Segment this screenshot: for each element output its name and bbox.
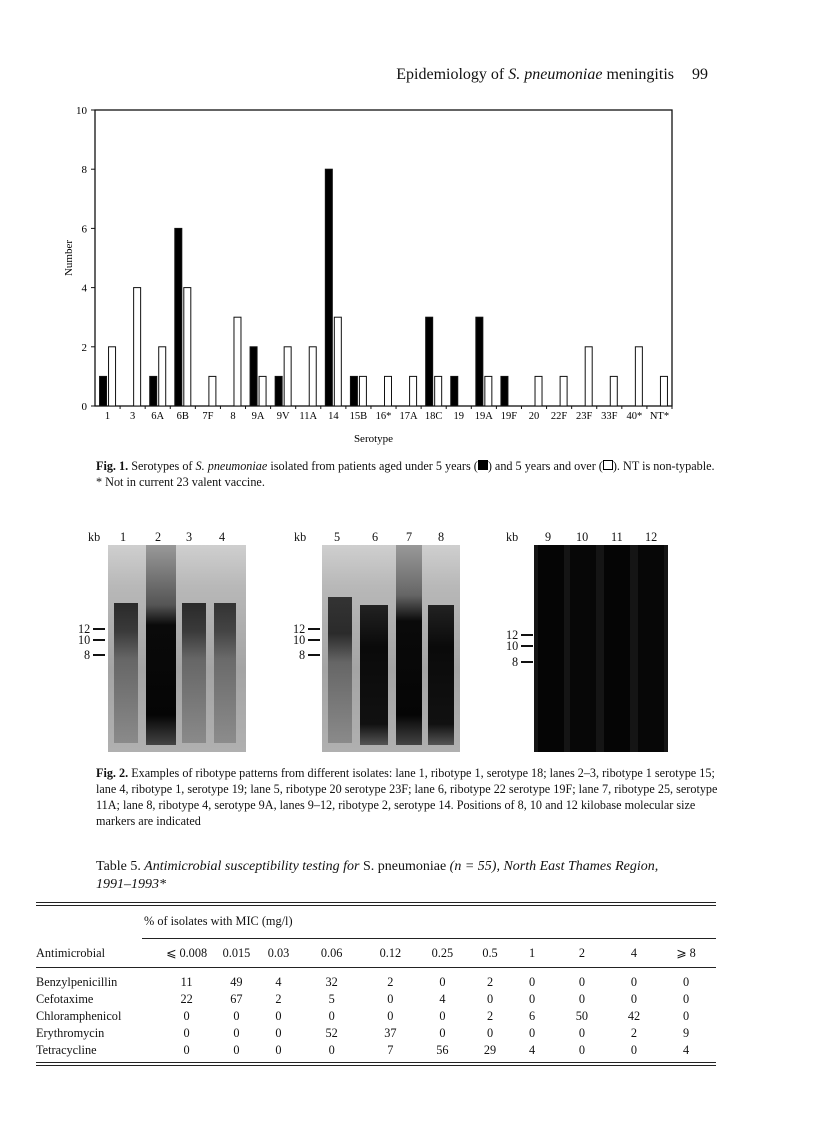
bar-under-5 <box>350 376 357 406</box>
column-header-mic: 0.06 <box>300 940 364 968</box>
table5-caption-5: = 55), North East Thames Region, <box>461 859 659 874</box>
bar-5-and-over <box>259 376 266 406</box>
table-cell: 0 <box>328 1009 335 1023</box>
marker-tick <box>308 628 320 630</box>
gel-c-lane-9: 9 <box>545 530 552 544</box>
table-cell: 0 <box>183 1043 190 1057</box>
table-cell: 2 <box>630 1026 638 1040</box>
y-tick-label: 8 <box>81 164 87 177</box>
gel-b-lane-7: 7 <box>406 530 413 544</box>
gel-c-kb-label: kb <box>506 530 519 544</box>
y-tick-label: 2 <box>81 341 87 354</box>
gel-c-marker-12: 12 <box>506 628 519 642</box>
table-cell: 2 <box>275 992 282 1006</box>
gel-a-lane-2: 2 <box>155 530 162 544</box>
x-tick-label: 20 <box>528 411 540 422</box>
table-cell: 37 <box>384 1026 397 1040</box>
serotype-bar-chart <box>40 100 690 450</box>
column-header-mic: 0.015 <box>215 940 257 968</box>
bar-5-and-over <box>585 347 592 406</box>
table-body <box>36 968 716 1060</box>
marker-tick <box>93 654 105 656</box>
table-cell: 0 <box>578 975 585 989</box>
row-antimicrobial-name: Tetracycline <box>36 1043 97 1057</box>
table5-caption-n: n <box>454 859 462 874</box>
column-header-mic: ⩾ 8 <box>656 940 716 968</box>
bar-5-and-over <box>334 317 341 406</box>
row-antimicrobial-name: Cefotaxime <box>36 992 94 1006</box>
x-tick-label: 19 <box>453 411 465 422</box>
gel-b-lane-5: 5 <box>334 530 341 544</box>
bar-under-5 <box>175 228 182 406</box>
bar-5-and-over <box>410 376 417 406</box>
page-number: 99 <box>692 66 708 83</box>
gel-c-lane-12: 12 <box>645 530 658 544</box>
bar-under-5 <box>250 347 257 406</box>
table-row <box>36 968 716 992</box>
figure-2-text: Examples of ribotype patterns from different isolates: lane 1, ribotype 1, serotype 18; lanes 2–3, ribotype 1 serotype 15; lane 4, ribotype 1, serotype 19; lane 5, ribotype 20 serotype 23F; lane 6, ribotype 22 serotype 19F; lane 7, ribotype 25, serotype 11A; lane 8, ribotype 4, serotype 9A, lanes 9–12, ribotype 2, serotype 14. Positions of 8, 10 and 12 kilobase molecular size markers are indicated <box>96 766 718 828</box>
table-cell: 6 <box>529 1009 536 1023</box>
x-tick-label: 18C <box>424 411 443 422</box>
fig1-species: S. pneumoniae <box>195 459 268 473</box>
x-tick-label: 19F <box>500 411 518 422</box>
bar-under-5 <box>100 376 107 406</box>
column-header-mic: 2 <box>552 940 612 968</box>
table-cell: 4 <box>682 1043 690 1057</box>
figure-1-label: Fig. 1. <box>96 459 129 473</box>
mic-table <box>36 940 716 1059</box>
gel-a-lane-1: 1 <box>120 530 127 544</box>
x-tick-label: 16* <box>375 411 392 422</box>
gel-panel-c <box>534 545 668 752</box>
x-tick-label: 17A <box>399 411 418 422</box>
gel-b-lane-6: 6 <box>372 530 379 544</box>
table5-caption-3: ( <box>446 859 455 874</box>
running-header <box>396 66 708 84</box>
gel-b-marker-8: 8 <box>299 648 306 662</box>
table-cell: 0 <box>486 1026 494 1040</box>
bar-5-and-over <box>134 288 141 406</box>
y-tick-label: 6 <box>81 223 87 236</box>
table-row <box>36 1042 716 1059</box>
table-cell: 42 <box>627 1009 641 1023</box>
table-cell: 0 <box>387 1009 394 1023</box>
table-cell: 49 <box>230 975 243 989</box>
bar-5-and-over <box>485 376 492 406</box>
gel-figure <box>0 525 816 755</box>
x-tick-label: 3 <box>130 411 136 422</box>
table-header-row <box>36 940 716 968</box>
table-cell: 0 <box>529 975 536 989</box>
table-cell: 0 <box>439 975 446 989</box>
row-antimicrobial-name: Chloramphenicol <box>36 1009 122 1023</box>
column-header-mic: 0.5 <box>468 940 512 968</box>
table-cell: 32 <box>325 975 338 989</box>
table-cell: 0 <box>328 1043 335 1057</box>
table5-caption-species: S. pneumoniae <box>362 859 447 874</box>
table-cell: 0 <box>630 975 638 989</box>
table-row <box>36 1025 716 1042</box>
table5-caption-1: Antimicrobial susceptibility testing for <box>140 859 363 874</box>
bar-under-5 <box>476 317 483 406</box>
table-cell: 22 <box>180 992 193 1006</box>
column-header-mic: 0.12 <box>364 940 417 968</box>
table-cell: 0 <box>486 992 494 1006</box>
x-tick-label: 6A <box>151 411 165 422</box>
gel-a-kb-label: kb <box>88 530 101 544</box>
bar-5-and-over <box>159 347 166 406</box>
table-span-header: % of isolates with MIC (mg/l) <box>144 914 293 928</box>
marker-tick <box>308 654 320 656</box>
y-tick-label: 4 <box>81 282 87 295</box>
marker-tick <box>93 628 105 630</box>
x-tick-label: 22F <box>550 411 568 422</box>
marker-tick <box>521 645 533 647</box>
figure-1-caption <box>96 458 720 490</box>
table-cell: 0 <box>529 992 536 1006</box>
table-cell: 4 <box>439 992 446 1006</box>
running-title-species: S. pneumoniae <box>508 66 603 83</box>
table-cell: 0 <box>630 1043 638 1057</box>
column-header-mic: ⩽ 0.008 <box>158 940 216 968</box>
table-cell: 0 <box>387 992 394 1006</box>
gel-a-lane-4: 4 <box>219 530 226 544</box>
gel-a-marker-8: 8 <box>84 648 91 662</box>
x-tick-label: NT* <box>649 411 670 422</box>
fig1-text-4: ) and 5 years and over ( <box>487 459 603 473</box>
table-cell: 50 <box>575 1009 589 1023</box>
bar-5-and-over <box>660 376 667 406</box>
x-tick-label: 19A <box>474 411 493 422</box>
x-tick-label: 9A <box>251 411 265 422</box>
table-cell: 0 <box>439 1026 446 1040</box>
table-5-label: Table 5. <box>96 859 141 874</box>
table-row <box>36 991 716 1008</box>
table-cell: 0 <box>578 992 585 1006</box>
running-title: Epidemiology of <box>396 66 509 83</box>
table-cell: 0 <box>682 1009 690 1023</box>
x-tick-label: 11A <box>299 411 318 422</box>
column-header-mic: 0.25 <box>417 940 468 968</box>
table-cell: 2 <box>486 1009 494 1023</box>
bar-5-and-over <box>385 376 392 406</box>
x-tick-label: 23F <box>576 411 593 422</box>
gel-c-marker-10: 10 <box>506 639 519 653</box>
gel-c-marker-8: 8 <box>512 655 519 669</box>
gel-b-marker-12: 12 <box>293 622 306 636</box>
bar-5-and-over <box>610 376 617 406</box>
table-cell: 9 <box>682 1026 690 1040</box>
bar-under-5 <box>150 376 157 406</box>
table-cell: 4 <box>275 975 282 989</box>
marker-tick <box>93 639 105 641</box>
x-tick-label: 1 <box>104 411 111 422</box>
x-tick-label: 7F <box>202 411 214 422</box>
table-cell: 0 <box>439 1009 446 1023</box>
table-cell: 56 <box>436 1043 449 1057</box>
y-tick-label: 10 <box>76 105 87 117</box>
table-cell: 0 <box>183 1026 190 1040</box>
table-5 <box>36 902 716 1066</box>
x-tick-label: 8 <box>230 411 236 422</box>
bar-under-5 <box>275 376 282 406</box>
row-antimicrobial-name: Erythromycin <box>36 1026 105 1040</box>
gel-a-marker-12: 12 <box>78 622 91 636</box>
table5-caption-years: 1991–1993* <box>96 877 166 892</box>
running-title-end: meningitis <box>602 66 674 83</box>
gel-a-marker-10: 10 <box>78 633 91 647</box>
table-bottom-rule <box>36 1062 716 1066</box>
table-cell: 0 <box>630 992 638 1006</box>
table-cell: 0 <box>275 1043 282 1057</box>
table-cell: 0 <box>275 1026 282 1040</box>
table-cell: 52 <box>325 1026 338 1040</box>
column-header-mic: 4 <box>612 940 656 968</box>
gel-b-marker-10: 10 <box>293 633 306 647</box>
table-cell: 67 <box>230 992 243 1006</box>
x-tick-label: 6B <box>176 411 189 422</box>
bar-under-5 <box>325 169 332 406</box>
bar-5-and-over <box>109 347 116 406</box>
row-antimicrobial-name: Benzylpenicillin <box>36 975 118 989</box>
bar-under-5 <box>451 376 458 406</box>
bar-5-and-over <box>209 376 216 406</box>
gel-c-lane-10: 10 <box>576 530 589 544</box>
table-5-caption <box>96 858 720 894</box>
bar-5-and-over <box>535 376 542 406</box>
table-cell: 0 <box>275 1009 282 1023</box>
bar-under-5 <box>426 317 433 406</box>
fig1-text-1: Serotypes of <box>128 459 196 473</box>
x-tick-label: 33F <box>601 411 618 422</box>
table-cell: 0 <box>682 975 690 989</box>
table-cell: 0 <box>233 1026 240 1040</box>
x-tick-label: 14 <box>328 411 339 422</box>
bar-5-and-over <box>284 347 291 406</box>
table-cell: 29 <box>483 1043 497 1057</box>
x-tick-label: 9V <box>276 411 290 422</box>
gel-a-lane-3: 3 <box>186 530 193 544</box>
bar-5-and-over <box>359 376 366 406</box>
bar-5-and-over <box>309 347 316 406</box>
table-cell: 2 <box>486 975 494 989</box>
table-cell: 0 <box>529 1026 536 1040</box>
marker-tick <box>308 639 320 641</box>
table-cell: 11 <box>180 975 193 989</box>
table-cell: 2 <box>387 975 394 989</box>
bar-5-and-over <box>560 376 567 406</box>
gel-b-lane-8: 8 <box>438 530 445 544</box>
table-cell: 0 <box>183 1009 190 1023</box>
table-span-rule <box>142 938 716 939</box>
bar-5-and-over <box>435 376 442 406</box>
marker-tick <box>521 634 533 636</box>
table-cell: 0 <box>578 1043 585 1057</box>
column-header-mic: 1 <box>512 940 552 968</box>
figure-2-label: Fig. 2. <box>96 766 129 780</box>
bar-under-5 <box>501 376 508 406</box>
bar-5-and-over <box>234 317 241 406</box>
table-cell: 0 <box>233 1043 240 1057</box>
gel-panel-b <box>322 545 460 752</box>
marker-tick <box>521 661 533 663</box>
gel-c-lane-11: 11 <box>611 530 623 544</box>
table-cell: 5 <box>328 992 335 1006</box>
gel-panel-a <box>108 545 246 752</box>
fig1-text-3: isolated from patients aged under 5 years ( <box>267 459 478 473</box>
y-tick-label: 0 <box>81 401 87 413</box>
x-axis-label: Serotype <box>353 433 394 445</box>
filled-square-legend-icon <box>478 460 488 470</box>
table-cell: 0 <box>233 1009 240 1023</box>
table-cell: 4 <box>529 1043 536 1057</box>
figure-2-caption <box>96 765 720 829</box>
y-axis-label: Number <box>63 239 75 277</box>
table-cell: 0 <box>682 992 690 1006</box>
table-cell: 7 <box>387 1043 394 1057</box>
bar-5-and-over <box>184 288 191 406</box>
fig1-text-5: ). NT is non-typable. <box>612 459 715 473</box>
table-row <box>36 1008 716 1025</box>
column-header-mic: 0.03 <box>257 940 299 968</box>
bar-5-and-over <box>635 347 642 406</box>
gel-b-kb-label: kb <box>294 530 307 544</box>
table-cell: 0 <box>578 1026 585 1040</box>
open-square-legend-icon <box>603 460 613 470</box>
column-header-antimicrobial: Antimicrobial <box>36 940 158 968</box>
x-tick-label: 15B <box>349 411 368 422</box>
x-tick-label: 40* <box>626 411 643 422</box>
fig1-footnote: * Not in current 23 valent vaccine. <box>96 475 265 489</box>
